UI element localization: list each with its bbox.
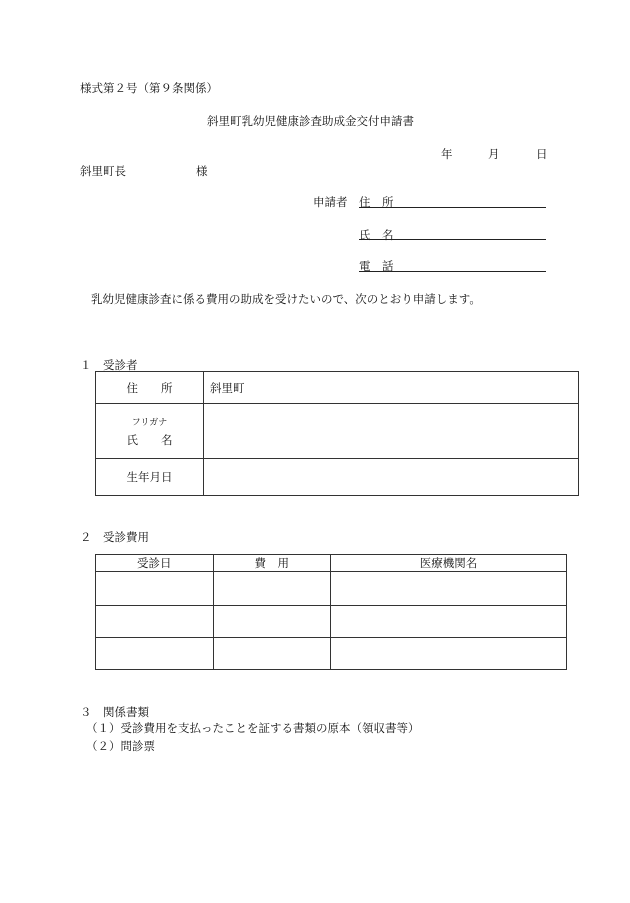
applicant-name-line[interactable]: [359, 239, 546, 240]
visit-date-cell[interactable]: [96, 606, 214, 638]
cost-cell[interactable]: [213, 572, 331, 606]
document-item-1: （１）受診費用を支払ったことを証する書類の原本（領収書等）: [86, 721, 420, 735]
addressee-name: 斜里町長: [80, 164, 126, 178]
section3-heading: ３ 関係書類: [80, 705, 149, 719]
date-day-label: 日: [536, 147, 548, 161]
applicant-name-label: 氏 名: [359, 228, 394, 242]
visit-date-cell[interactable]: [96, 572, 214, 606]
date-year-label: 年: [441, 147, 453, 161]
applicant-phone-label: 電 話: [359, 259, 394, 273]
furigana-label: フリガナ: [131, 417, 168, 428]
visit-date-cell[interactable]: [96, 638, 214, 670]
date-month-label: 月: [488, 147, 500, 161]
addressee-honorific: 様: [196, 164, 208, 178]
col-header-visit-date: 受診日: [96, 555, 214, 572]
applicant-address-line[interactable]: [359, 207, 546, 208]
col-header-cost: 費 用: [213, 555, 331, 572]
col-header-institution: 医療機関名: [331, 555, 567, 572]
table-row: [96, 572, 567, 606]
institution-cell[interactable]: [331, 638, 567, 670]
patient-address-label: 住 所: [96, 372, 204, 404]
section1-heading: １ 受診者: [80, 358, 138, 372]
table-row: [96, 638, 567, 670]
form-number: 様式第２号（第９条関係）: [80, 81, 218, 95]
form-title: 斜里町乳幼児健康診査助成金交付申請書: [207, 114, 414, 128]
institution-cell[interactable]: [331, 606, 567, 638]
applicant-label: 申請者: [313, 195, 348, 209]
applicant-phone-line[interactable]: [359, 271, 546, 272]
section2-heading: ２ 受診費用: [80, 530, 149, 544]
patient-address-value[interactable]: 斜里町: [204, 372, 579, 404]
patient-name-value[interactable]: [204, 404, 579, 459]
patient-dob-value[interactable]: [204, 459, 579, 496]
table-row: [96, 606, 567, 638]
cost-table: [95, 554, 567, 670]
patient-name-label-cell: [96, 404, 204, 459]
patient-name-label: 氏 名: [126, 432, 173, 447]
applicant-address-label: 住 所: [359, 195, 394, 209]
patient-table: [95, 371, 579, 496]
patient-dob-label: 生年月日: [96, 459, 204, 496]
institution-cell[interactable]: [331, 572, 567, 606]
cost-cell[interactable]: [213, 638, 331, 670]
intro-text: 乳幼児健康診査に係る費用の助成を受けたいので、次のとおり申請します。: [91, 292, 481, 306]
cost-cell[interactable]: [213, 606, 331, 638]
document-item-2: （２）問診票: [86, 739, 155, 753]
